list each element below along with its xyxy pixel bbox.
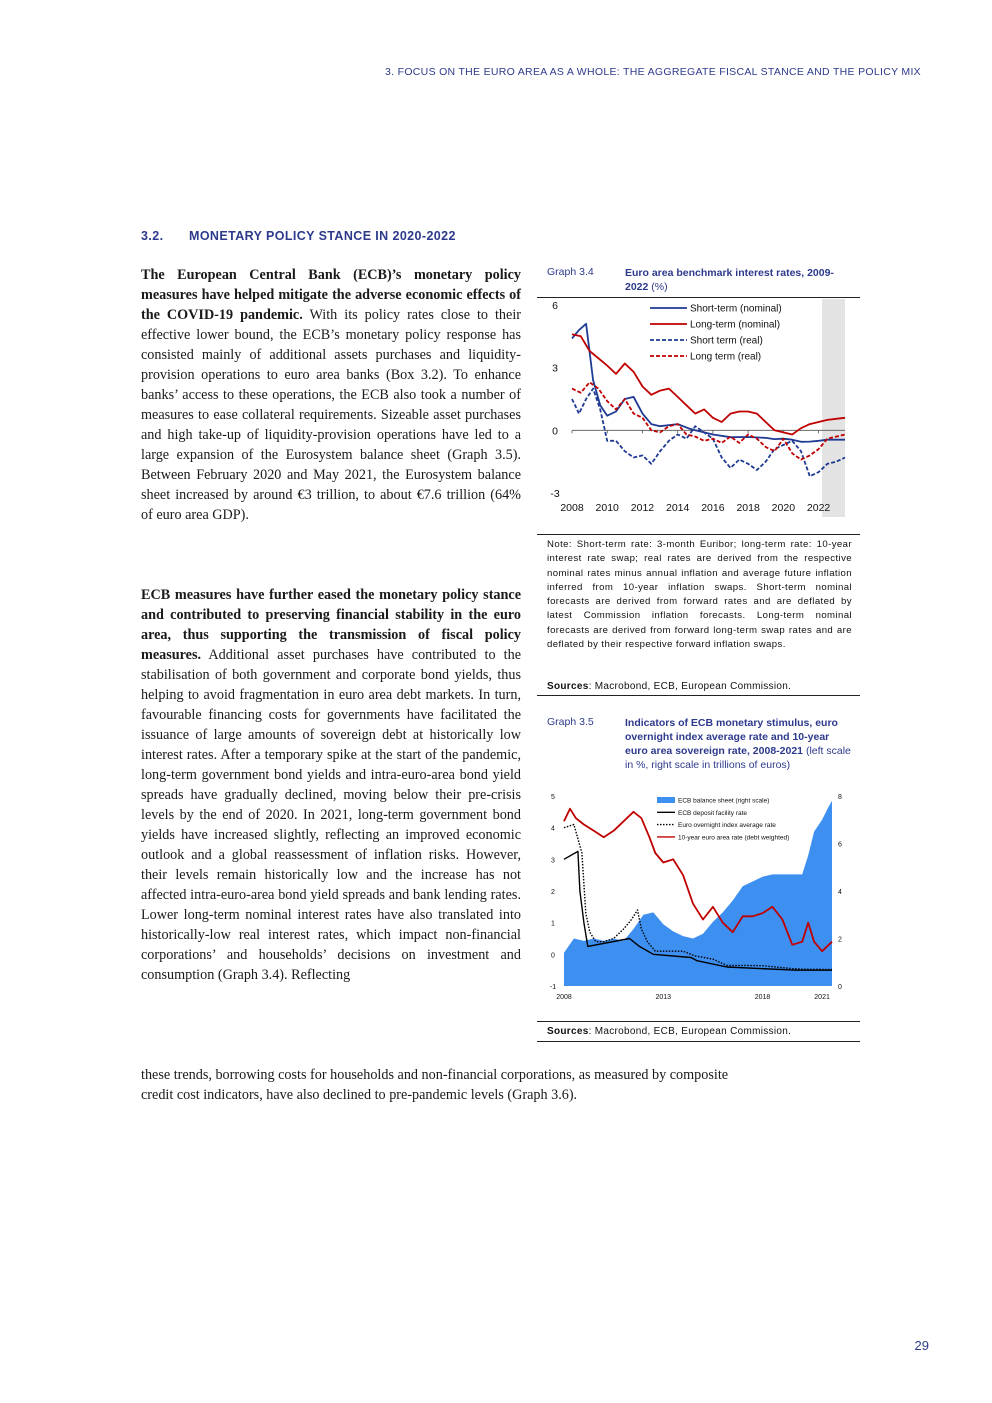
y-left-tick-label: 4 bbox=[551, 825, 555, 833]
paragraph-text: With its policy rates close to their effective lower bound, the ECB’s monetary policy response has consisted mainly of additional assets purchases and liquidity-provision operations to euro area banks (Box 3.2). To enhance banks’ access to these operations, the ECB also took a number of measures to ease collateral requirements. Sizeable asset purchases and high take-up of liquidity-provision operations have led to a large expansion of the Eurosystem balance sheet (Graph 3.5). Between February 2020 and May 2021, the Eurosystem balance sheet increased by around €3 trillion, to about €7.6 trillion (64% of euro area GDP). bbox=[141, 307, 521, 523]
x-tick-label: 2008 bbox=[560, 502, 584, 514]
sources-label: Sources bbox=[547, 1026, 589, 1037]
y-right-tick-label: 6 bbox=[838, 841, 842, 849]
paragraph-lead: The European Central Bank (ECB)’s monetary policy measures have helped mitigate the adverse economic effects of the COVID-19 pandemic. bbox=[141, 267, 521, 323]
series-line-long-term-nominal bbox=[572, 334, 845, 434]
legend-label: Short-term (nominal) bbox=[690, 303, 782, 315]
series-line-short-term-real bbox=[572, 389, 845, 477]
graph-3-4-note-rule bbox=[537, 534, 860, 535]
y-left-tick-label: 5 bbox=[551, 794, 555, 801]
x-tick-label: 2010 bbox=[595, 502, 619, 514]
graph-3-4-title bbox=[625, 266, 845, 294]
legend-label: ECB balance sheet (right scale) bbox=[678, 797, 770, 805]
legend-label: Long term (real) bbox=[690, 351, 762, 363]
x-tick-label: 2021 bbox=[814, 994, 830, 1001]
paragraph-ecb-measures bbox=[141, 265, 521, 525]
graph-3-4-top-rule bbox=[537, 297, 860, 298]
x-tick-label: 2016 bbox=[701, 502, 725, 514]
x-tick-label: 2018 bbox=[754, 994, 771, 1001]
graph-3-5-sources-rule bbox=[537, 1021, 860, 1022]
graph-3-5-label: Graph 3.5 bbox=[547, 716, 594, 728]
x-tick-label: 2022 bbox=[806, 502, 831, 514]
graph-3-4-label: Graph 3.4 bbox=[547, 266, 594, 278]
x-tick-label: 2013 bbox=[655, 994, 672, 1001]
y-right-tick-label: 4 bbox=[838, 889, 842, 896]
page-number: 29 bbox=[914, 1338, 929, 1353]
graph-3-4-note: Note: Short-term rate: 3-month Euribor; long-term rate: 10-year interest rate swap; real rates are derived from the respective nominal rates minus annual inflation and average future inflation inferred from 10-year inflation swaps. Short-term nominal forecasts are derived from forward rates and are deflated by latest Commission inflation forecasts. Long-term nominal forecasts are derived from forward long-term swap rates and are deflated by their respective forward inflation swaps. bbox=[547, 539, 852, 651]
series-line-long-term-real bbox=[572, 382, 845, 459]
y-left-tick-label: 3 bbox=[551, 857, 555, 865]
y-right-tick-label: 0 bbox=[838, 984, 842, 991]
legend-label: Short term (real) bbox=[690, 335, 763, 347]
y-left-tick-label: 1 bbox=[551, 920, 555, 928]
section-title: MONETARY POLICY STANCE IN 2020-2022 bbox=[189, 229, 456, 243]
graph-3-4-chart bbox=[537, 299, 860, 519]
graph-3-4-title-text: Euro area benchmark interest rates, 2009-2022 bbox=[625, 267, 834, 293]
y-left-tick-label: 2 bbox=[551, 889, 555, 896]
graph-3-4-bottom-rule bbox=[537, 695, 860, 696]
legend-label: Long-term (nominal) bbox=[690, 319, 781, 331]
y-right-tick-label: 8 bbox=[838, 794, 842, 801]
sources-text: : Macrobond, ECB, European Commission. bbox=[588, 1026, 792, 1037]
legend-label: ECB deposit facility rate bbox=[678, 809, 748, 817]
legend-label: Euro overnight index average rate bbox=[678, 822, 776, 830]
paragraph-lead: ECB measures have further eased the monetary policy stance and contributed to preserving financial stability in the euro area, thus supporting the transmission of fiscal policy measures. bbox=[141, 587, 521, 663]
paragraph-policy-stance bbox=[141, 585, 521, 985]
paragraph-continuation-line-1: these trends, borrowing costs for households and non-financial corporations, as measured by composite bbox=[141, 1067, 729, 1083]
graph-3-5-chart bbox=[537, 788, 860, 1003]
forecast-shade bbox=[822, 299, 845, 517]
y-right-tick-label: 2 bbox=[838, 936, 842, 944]
legend-label: 10-year euro area rate (debt weighted) bbox=[678, 834, 790, 842]
sources-text: : Macrobond, ECB, European Commission. bbox=[588, 681, 792, 692]
graph-3-4-sources bbox=[547, 681, 791, 692]
graph-3-5-title-text: Indicators of ECB monetary stimulus, euro overnight index average rate and 10-year euro area sovereign rate, 2008-2021 bbox=[625, 717, 838, 757]
x-tick-label: 2020 bbox=[771, 502, 796, 514]
running-head: 3. FOCUS ON THE EURO AREA AS A WHOLE: THE AGGREGATE FISCAL STANCE AND THE POLICY MIX bbox=[385, 66, 921, 78]
legend-swatch bbox=[657, 797, 675, 803]
paragraph-text: Additional asset purchases have contributed to the stabilisation of both government and corporate bond yields, thus helping to avoid fragmentation in euro area debt markets. In turn, favourable financing costs for governments have facilitated the issuance of large amounts of sovereign debt at historically low interest rates. After a temporary spike at the start of the pandemic, long-term government bond yields and intra-euro-area bond yield spreads have gradually declined, moving below their pre-crisis levels by the end of 2020. In 2021, long-term government bond yields have increased slightly, reflecting an improved economic outlook and a global reassessment of inflation risks. However, their levels remain historically low and the increase has not affected intra-euro-area bond yield spreads and bank lending rates. Lower long-term nominal interest rates have also translated into historically-low real interest rates, which impact non-financial corporations’ and households’ decisions on investment and consumption (Graph 3.4). Reflecting bbox=[141, 647, 521, 983]
graph-3-4-title-unit: (%) bbox=[648, 281, 668, 293]
section-heading bbox=[141, 229, 456, 243]
x-tick-label: 2012 bbox=[630, 502, 655, 514]
graph-3-5-sources bbox=[547, 1026, 791, 1037]
graph-3-5-bottom-rule bbox=[537, 1041, 860, 1042]
section-number: 3.2. bbox=[141, 229, 164, 243]
y-left-tick-label: 0 bbox=[551, 952, 555, 960]
x-tick-label: 2014 bbox=[665, 502, 690, 514]
sources-label: Sources bbox=[547, 681, 589, 692]
x-tick-label: 2008 bbox=[556, 994, 572, 1001]
y-tick-label: -3 bbox=[550, 488, 560, 500]
graph-3-5-title-unit: (left scale in %, right scale in trillions of euros) bbox=[625, 745, 851, 771]
paragraph-continuation-line-2: credit cost indicators, have also declined to pre-pandemic levels (Graph 3.6). bbox=[141, 1087, 578, 1103]
y-left-tick-label: -1 bbox=[549, 984, 557, 991]
y-tick-label: 3 bbox=[552, 362, 558, 375]
graph-3-5-title bbox=[625, 716, 853, 772]
y-tick-label: 6 bbox=[552, 300, 558, 312]
y-tick-label: 0 bbox=[552, 425, 558, 438]
x-tick-label: 2018 bbox=[736, 502, 760, 514]
